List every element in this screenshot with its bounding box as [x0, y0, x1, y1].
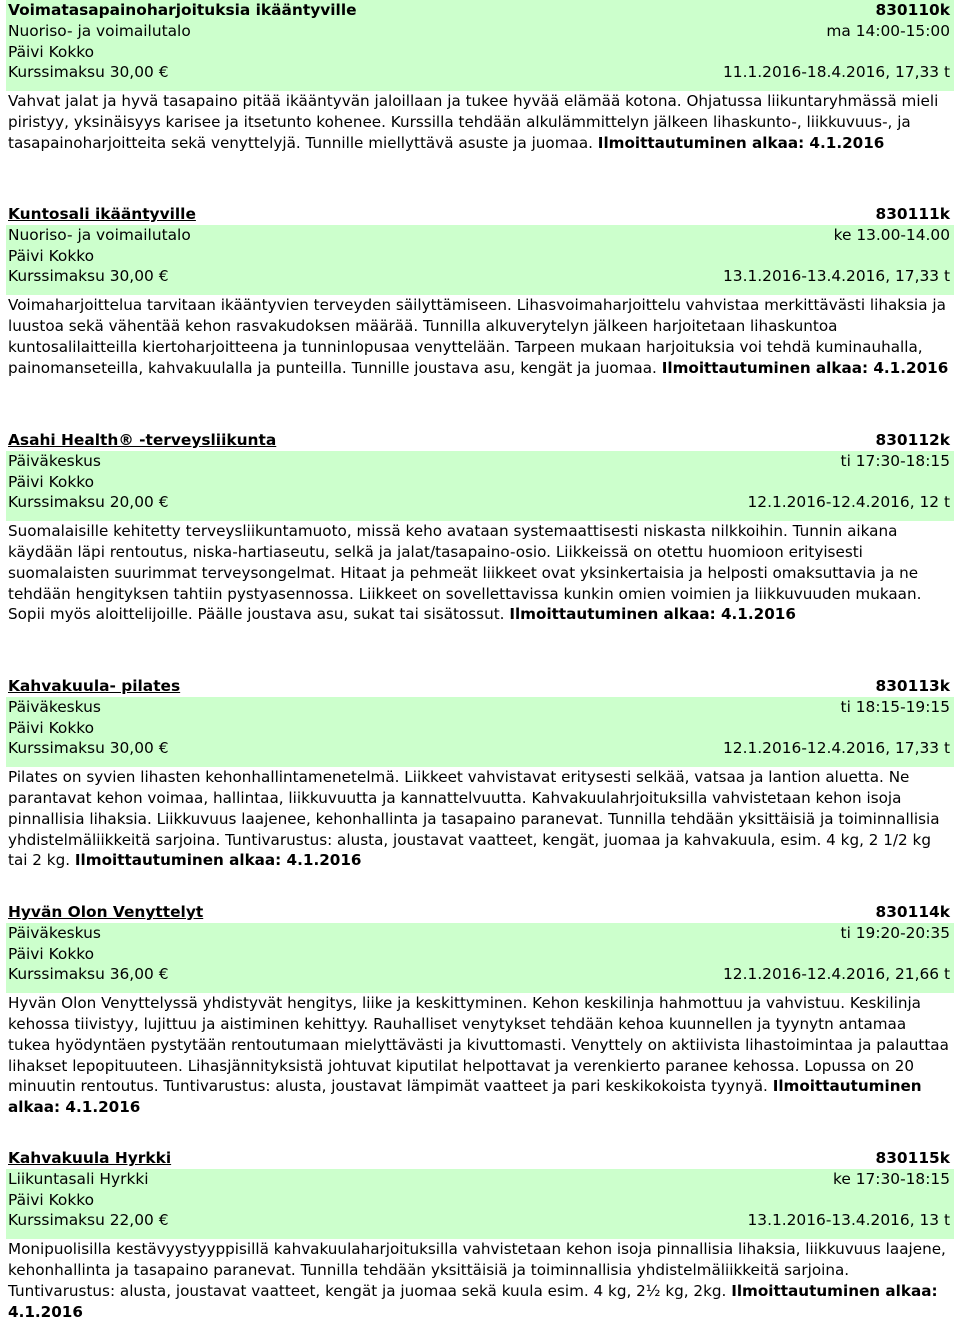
course-time: ti 19:20-20:35 — [840, 923, 950, 942]
registration-info: Ilmoittautuminen alkaa: 4.1.2016 — [597, 133, 885, 152]
course-title: Asahi Health® -terveysliikunta — [8, 431, 277, 449]
registration-info: Ilmoittautuminen alkaa: 4.1.2016 — [74, 851, 362, 870]
course-code: 830110k — [875, 1, 950, 19]
course-title: Kahvakuula- pilates — [8, 677, 181, 695]
course-description: Voimaharjoittelua tarvitaan ikääntyvien terveyden säilyttämiseen. Lihasvoimaharjoittelu vahvistaa merkittävästi lihaksia ja luustoa sekä vähentää kehon rasvakudoksen määrää. Tunnilla alkuverytelyn jälkeen harjoitetaan lihaskuntoa kuntosalilaitteilla kiertoharjoitteena ja tunninlopusaa venyttelään. Tarpeen mukaan harjoituksia voi tehdä kuminauhalla, painomanseteilla, kahvakuulalla ja punteilla. Tunnille joustava asu, kengät ja juomaa. Ilmoittautuminen alkaa: 4.1.2016 — [8, 296, 949, 377]
euro-icon: € — [158, 739, 169, 758]
course-time: ke 17:30-18:15 — [833, 1169, 950, 1188]
course-teacher: Päivi Kokko — [8, 1190, 95, 1209]
course-code: 830115k — [875, 1149, 950, 1167]
course-header — [6, 430, 954, 521]
course-venue: Liikuntasali Hyrkki — [8, 1169, 149, 1188]
course-block — [6, 204, 954, 378]
course-block — [6, 676, 954, 871]
course-code: 830112k — [875, 431, 950, 449]
course-fee: Kurssimaksu 30,00 € — [8, 739, 169, 758]
course-teacher: Päivi Kokko — [8, 718, 95, 737]
euro-icon: € — [158, 63, 169, 82]
course-header — [6, 1148, 954, 1239]
course-teacher: Päivi Kokko — [8, 246, 95, 265]
course-block — [6, 902, 954, 1118]
course-venue: Päiväkeskus — [8, 923, 101, 942]
course-description: Pilates on syvien lihasten kehonhallintamenetelmä. Liikkeet vahvistavat eritysesti selkää, vatsaa ja lantion aluetta. Ne parantavat kehon voimaa, hallintaa, liikkuvuutta ja kannattelvuutta. Kahvakuulahrjoituksilla vahvistetaan kehon isoja pinnallisia lihaksia. Liikkuvuus laajenee, kehonhallinta ja tasapaino paranevat. Tunnilla tehdään yksittäisiä ja toiminnallisia yhdistelmäliikkeitä sarjoina. Tuntivarustus: alusta, joustavat vaatteet, kengät, juomaa ja kahvakuula, esim. 4 kg, 2 1/2 kg tai 2 kg. Ilmoittautuminen alkaa: 4.1.2016 — [8, 768, 940, 870]
euro-icon: € — [158, 965, 169, 984]
course-block — [6, 0, 954, 154]
course-fee: Kurssimaksu 30,00 € — [8, 63, 169, 82]
euro-icon: € — [158, 267, 169, 286]
course-time: ti 18:15-19:15 — [840, 697, 950, 716]
registration-info: Ilmoittautuminen alkaa: 4.1.2016 — [509, 605, 796, 624]
course-description: Hyvän Olon Venyttelyssä yhdistyvät hengitys, liike ja keskittyminen. Kehon keskilinja hahmottuu ja vahvistuu. Keskilinja kehossa tiivistyy, lujittuu ja aistiminen kehittyy. Rauhalliset venytykset tehdään kehoa kuunnellen ja tyynytn antamaa tukea hyödyntäen pystytään rentoutumaan mielyttävästi ja kivuttomasti. Venyttely on aktiivista lihastoimintaa ja palauttaa lihakset lepopituuteen. Lihasjännityksistä johtuvat kiputilat helpottavat ja verenkierto paranee kehossa. Lopussa on 20 minuutin rentoutus. Tuntivarustus: alusta, joustavat lämpimät vaatteet ja pari keskikokoista tyynyä. Ilmoittautuminen alkaa: 4.1.2016 — [8, 994, 949, 1117]
course-code: 830114k — [875, 903, 950, 921]
course-dates: 12.1.2016-12.4.2016, 21,66 t — [723, 965, 950, 984]
course-title: Kahvakuula Hyrkki — [8, 1149, 172, 1167]
course-header — [6, 204, 954, 295]
course-dates: 12.1.2016-12.4.2016, 12 t — [747, 493, 950, 512]
course-venue: Nuoriso- ja voimailutalo — [8, 21, 191, 40]
course-description: Vahvat jalat ja hyvä tasapaino pitää ikääntyvän jaloillaan ja tukee hyvää elämää kotona. Ohjatussa liikuntaryhmässä mieli piristyy, yksinäisyys karisee ja itsetunto kohenee. Kurssilla tehdään alkulämmittelyn jälkeen lihaskunto-, liikkuvuus-, ja tasapainoharjoitteita sekä venyttelyjä. Tunnille miellyttävä asuste ja juomaa. Ilmoittautuminen alkaa: 4.1.2016 — [8, 92, 939, 152]
course-title: Kuntosali ikääntyville — [8, 205, 196, 223]
course-fee: Kurssimaksu 30,00 € — [8, 267, 169, 286]
euro-icon: € — [158, 493, 169, 512]
course-block — [6, 430, 954, 625]
course-dates: 13.1.2016-13.4.2016, 13 t — [747, 1211, 950, 1230]
registration-info: Ilmoittautuminen alkaa: 4.1.2016 — [8, 1077, 922, 1117]
course-teacher: Päivi Kokko — [8, 42, 95, 61]
course-title: Voimatasapainoharjoituksia ikääntyville — [8, 1, 357, 19]
course-header — [6, 902, 954, 993]
course-header — [6, 0, 954, 91]
course-teacher: Päivi Kokko — [8, 472, 95, 491]
course-time: ti 17:30-18:15 — [840, 451, 950, 470]
course-header — [6, 676, 954, 767]
course-fee: Kurssimaksu 20,00 € — [8, 493, 169, 512]
course-fee: Kurssimaksu 36,00 € — [8, 965, 169, 984]
course-code: 830113k — [875, 677, 950, 695]
course-block — [6, 1148, 954, 1322]
course-code: 830111k — [875, 205, 950, 223]
course-teacher: Päivi Kokko — [8, 944, 95, 963]
course-venue: Päiväkeskus — [8, 697, 101, 716]
course-description: Monipuolisilla kestävyystyyppisillä kahvakuulaharjoituksilla vahvistetaan kehon isoja pinnallisia lihaksia, liikkuvuus laajene, kehonhallinta ja tasapaino paranevat. Tunnilla tehdään yksittäisiä ja toiminnallisia yhdistelmäliikkeitä sarjoina. Tuntivarustus: alusta, joustavat vaatteet, kengät ja juomaa sekä kuula esim. 4 kg, 2½ kg, 2kg. Ilmoittautuminen alkaa: 4.1.2016 — [8, 1240, 946, 1321]
course-dates: 12.1.2016-12.4.2016, 17,33 t — [723, 739, 950, 758]
registration-info: Ilmoittautuminen alkaa: 4.1.2016 — [8, 1281, 938, 1321]
course-fee: Kurssimaksu 22,00 € — [8, 1211, 169, 1230]
course-title: Hyvän Olon Venyttelyt — [8, 903, 204, 921]
course-time: ma 14:00-15:00 — [826, 21, 950, 40]
euro-icon: € — [158, 1211, 169, 1230]
course-description: Suomalaisille kehitetty terveysliikuntamuoto, missä keho avataan systemaattisesti niskasta nilkkoihin. Tunnin aikana käydään läpi rentoutus, niska-hartiaseutu, selkä ja jalat/tasapaino-osio. Liikkeissä on otettu huomioon erityisesti suomalaisten suurimmat terveysongelmat. Hitaat ja pehmeät liikkeet ovat yksinkertaisia ja helposti omaksuttavia ja ne tehdään hengityksen tahtiin pystyasennossa. Liikkeet on sovellettavissa kunkin omien voimien ja liikkuvuuden mukaan. Sopii myös aloittelijoille. Päälle joustava asu, sukat tai sisätossut. Ilmoittautuminen alkaa: 4.1.2016 — [8, 522, 922, 624]
course-venue: Nuoriso- ja voimailutalo — [8, 225, 191, 244]
course-venue: Päiväkeskus — [8, 451, 101, 470]
course-time: ke 13.00-14.00 — [833, 225, 950, 244]
course-dates: 13.1.2016-13.4.2016, 17,33 t — [723, 267, 950, 286]
course-dates: 11.1.2016-18.4.2016, 17,33 t — [723, 63, 950, 82]
registration-info: Ilmoittautuminen alkaa: 4.1.2016 — [661, 358, 949, 377]
